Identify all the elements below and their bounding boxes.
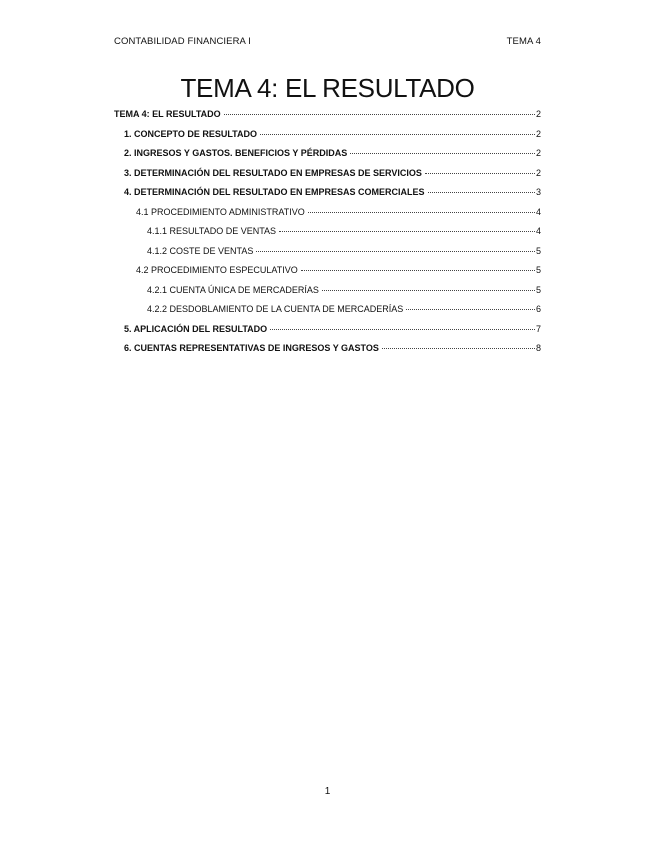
- toc-entry[interactable]: [114, 246, 541, 266]
- toc-entry-title: 4.2.2 DESDOBLAMIENTO DE LA CUENTA DE MERCADERÍAS: [147, 304, 404, 314]
- toc-dot-leader: [406, 309, 535, 310]
- toc-dot-leader: [428, 192, 535, 193]
- toc-entry-title: 1. CONCEPTO DE RESULTADO: [124, 128, 258, 139]
- toc-dot-leader: [425, 173, 535, 174]
- toc-dot-leader: [308, 212, 535, 213]
- toc-entry-page-number: 2: [535, 128, 541, 139]
- page-header: [114, 36, 541, 47]
- toc-entry-title: 5. APLICACIÓN DEL RESULTADO: [124, 323, 268, 334]
- toc-entry-page-number: 5: [535, 265, 541, 275]
- toc-entry[interactable]: [114, 187, 541, 207]
- toc-entry-title: 4. DETERMINACIÓN DEL RESULTADO EN EMPRESAS COMERCIALES: [124, 187, 425, 197]
- toc-dot-leader: [224, 114, 535, 115]
- toc-entry-title: 6. CUENTAS REPRESENTATIVAS DE INGRESOS Y GASTOS: [124, 343, 379, 353]
- toc-entry-title: 4.1.2 COSTE DE VENTAS: [147, 245, 254, 256]
- document-title: TEMA 4: EL RESULTADO: [180, 73, 475, 103]
- page-number: 1: [324, 786, 331, 797]
- toc-entry-page-number: 2: [535, 109, 541, 119]
- toc-entry-page-number: 3: [535, 187, 541, 197]
- toc-dot-leader: [279, 231, 535, 232]
- toc-entry[interactable]: [114, 109, 541, 129]
- toc-entry-page-number: 2: [535, 167, 541, 178]
- toc-entry-page-number: 5: [535, 245, 541, 256]
- toc-dot-leader: [270, 329, 535, 330]
- toc-dot-leader: [256, 251, 535, 252]
- toc-entry-title: 4.1 PROCEDIMIENTO ADMINISTRATIVO: [136, 206, 305, 217]
- toc-entry[interactable]: [114, 285, 541, 305]
- toc-entry[interactable]: [114, 324, 541, 344]
- toc-entry-page-number: 5: [535, 284, 541, 295]
- toc-entry[interactable]: [114, 168, 541, 188]
- toc-entry-page-number: 2: [535, 148, 541, 158]
- header-course-title: CONTABILIDAD FINANCIERA I: [114, 36, 251, 47]
- toc-entry-page-number: 8: [535, 343, 541, 353]
- toc-entry[interactable]: [114, 129, 541, 149]
- toc-entry[interactable]: [114, 265, 541, 285]
- toc-entry-page-number: 7: [535, 323, 541, 334]
- toc-dot-leader: [350, 153, 535, 154]
- toc-entry[interactable]: [114, 226, 541, 246]
- toc-entry-page-number: 6: [535, 304, 541, 314]
- toc-entry[interactable]: [114, 343, 541, 363]
- toc-entry-title: 2. INGRESOS Y GASTOS. BENEFICIOS Y PÉRDIDAS: [124, 148, 348, 158]
- toc-entry-title: 3. DETERMINACIÓN DEL RESULTADO EN EMPRESAS DE SERVICIOS: [124, 167, 422, 178]
- toc-entry-page-number: 4: [535, 226, 541, 236]
- toc-dot-leader: [260, 134, 535, 135]
- toc-dot-leader: [382, 348, 535, 349]
- toc-entry[interactable]: [114, 304, 541, 324]
- toc-dot-leader: [301, 270, 535, 271]
- toc-entry[interactable]: [114, 148, 541, 168]
- toc-entry-title: 4.2 PROCEDIMIENTO ESPECULATIVO: [136, 265, 298, 275]
- toc-entry[interactable]: [114, 207, 541, 227]
- toc-entry-title: 4.2.1 CUENTA ÚNICA DE MERCADERÍAS: [147, 284, 319, 295]
- table-of-contents: [114, 109, 541, 363]
- header-topic: TEMA 4: [506, 36, 541, 47]
- toc-entry-page-number: 4: [535, 206, 541, 217]
- toc-entry-title: TEMA 4: EL RESULTADO: [114, 109, 221, 119]
- toc-dot-leader: [322, 290, 535, 291]
- toc-entry-title: 4.1.1 RESULTADO DE VENTAS: [147, 226, 277, 236]
